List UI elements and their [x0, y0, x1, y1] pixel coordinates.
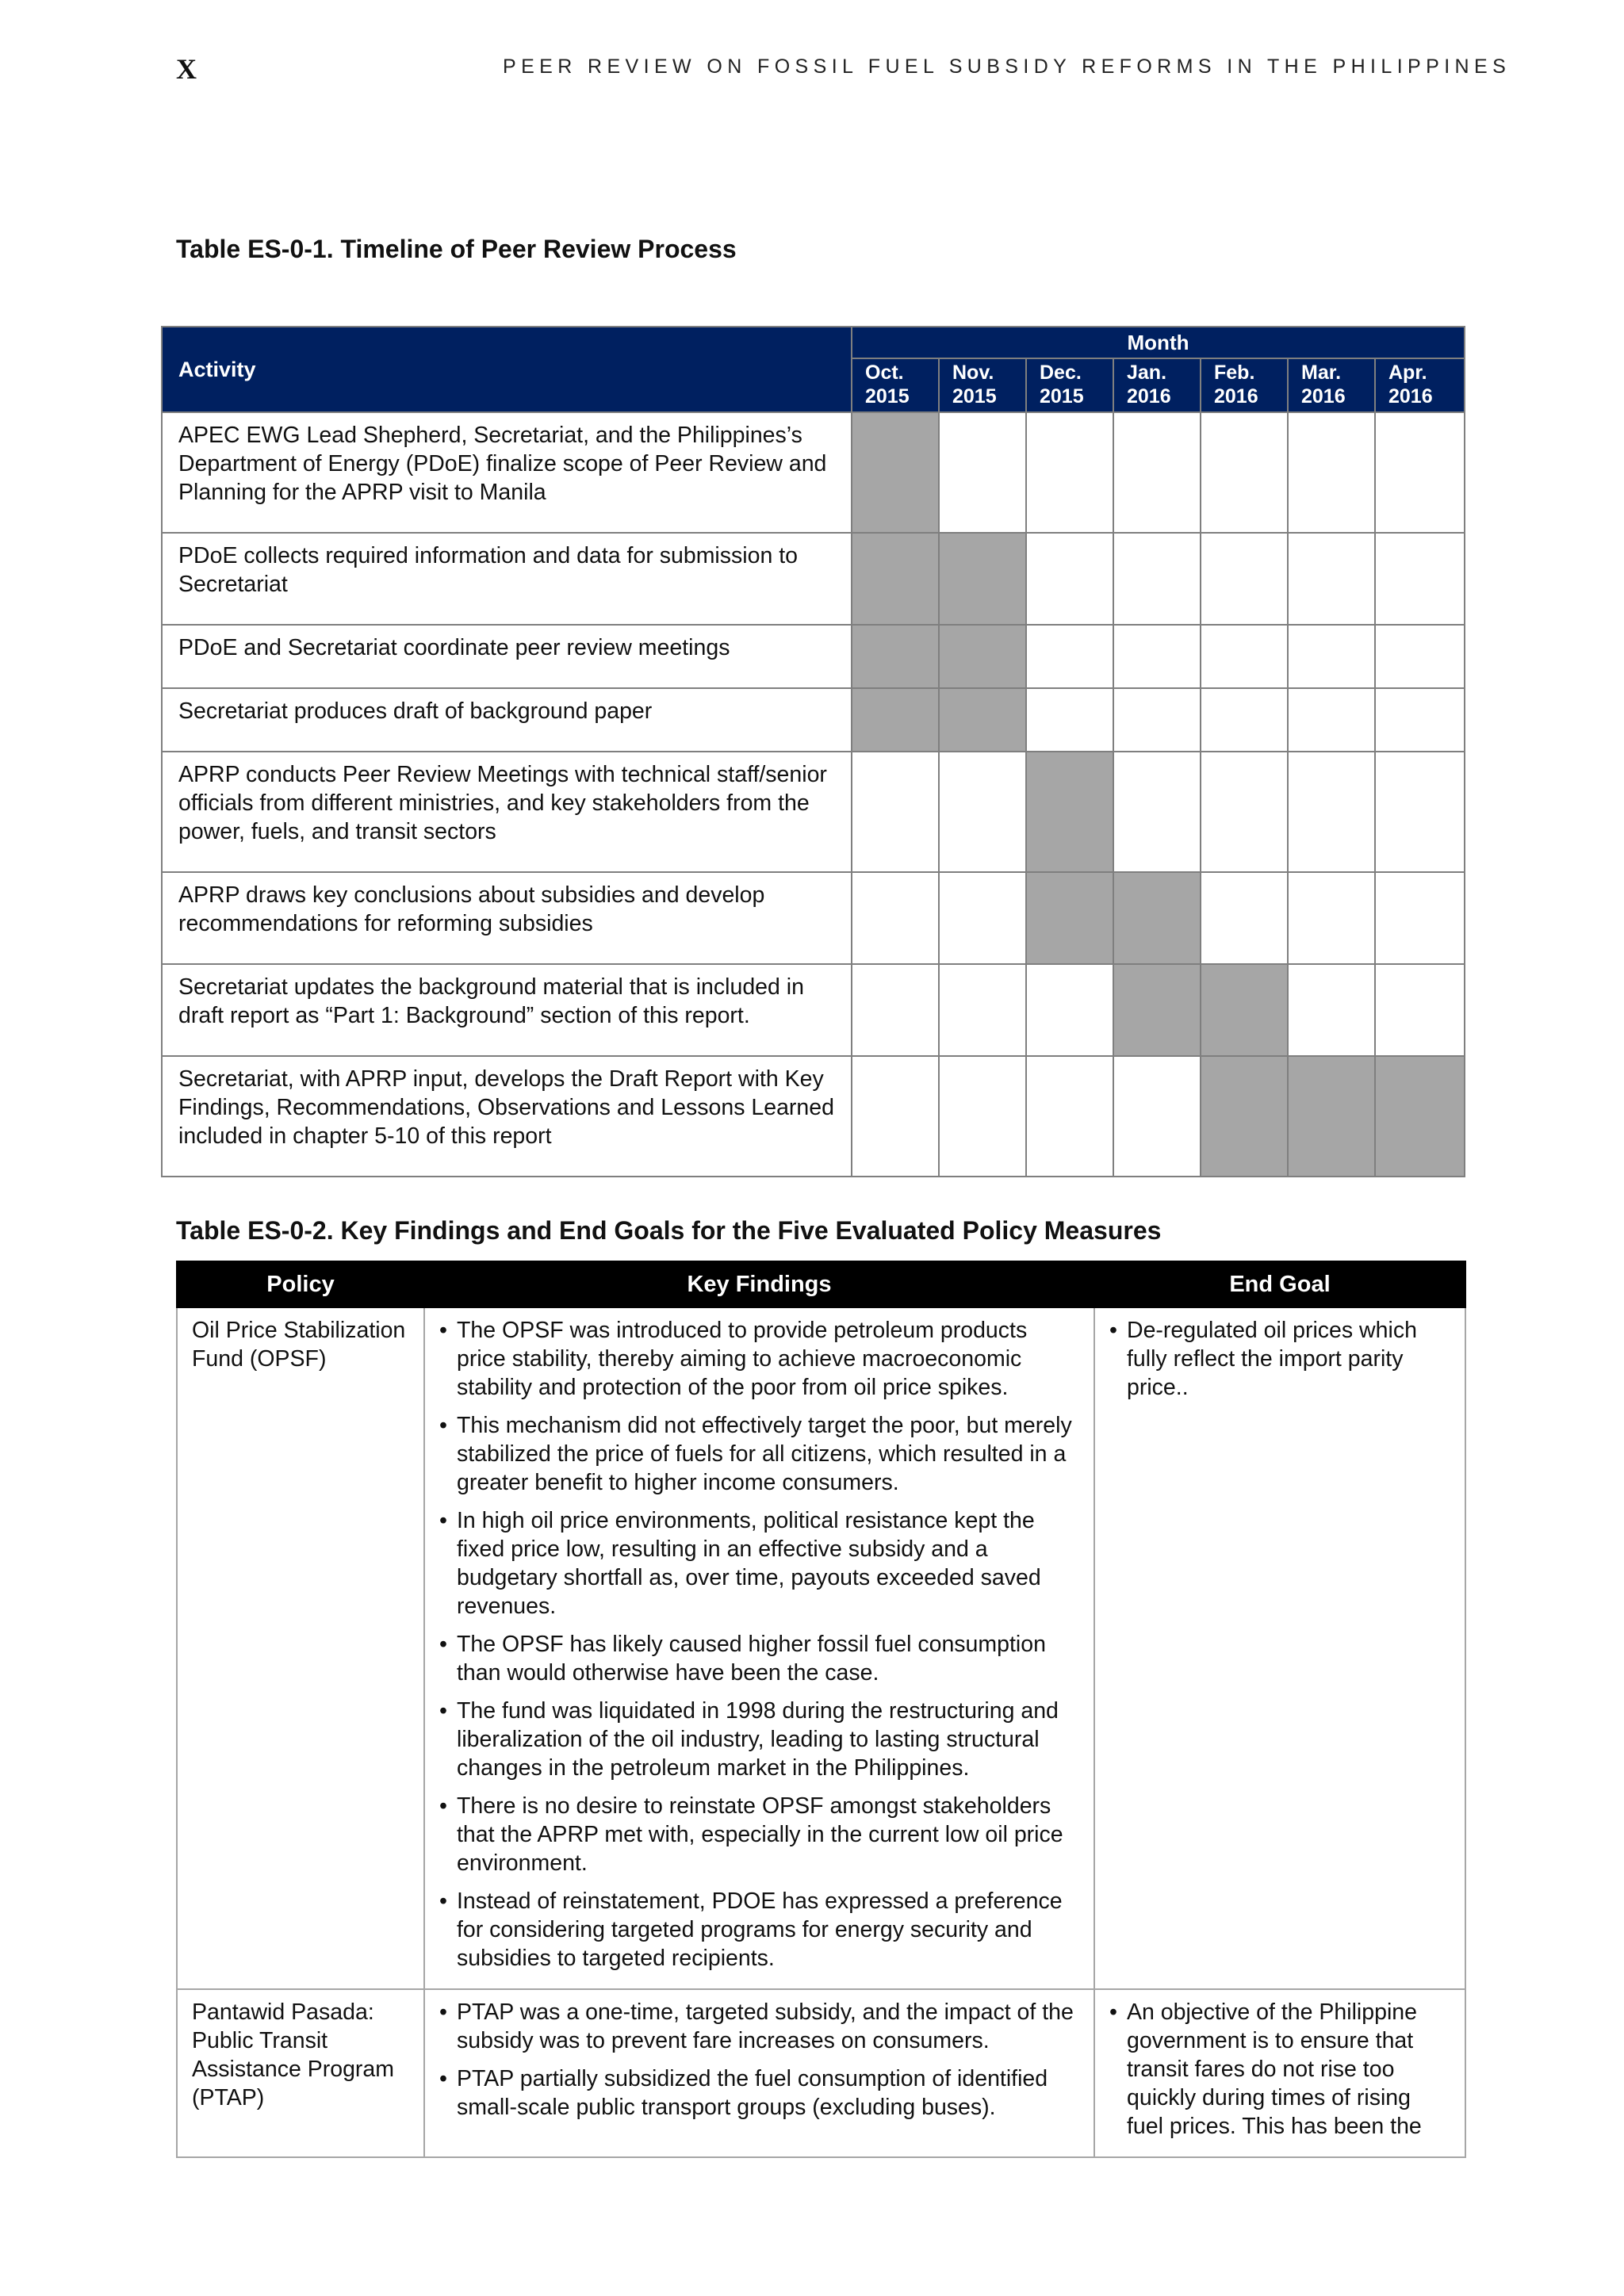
timeline-cell-empty — [1026, 1056, 1113, 1177]
timeline-cell-empty — [1288, 412, 1375, 533]
timeline-row — [162, 688, 1465, 752]
finding-item: • In high oil price environments, political resistance kept the fixed price low, resulting in an effective subsidy and a budgetary shortfall as, over time, payouts exceeded saved revenues. — [439, 1506, 1081, 1621]
timeline-row — [162, 1056, 1465, 1177]
timeline-cell-empty — [1113, 752, 1201, 872]
timeline-cell-empty — [1113, 1056, 1201, 1177]
timeline-cell-active — [852, 533, 939, 625]
timeline-cell-empty — [1113, 533, 1201, 625]
timeline-cell-active — [1375, 1056, 1465, 1177]
activity-cell: Secretariat updates the background material that is included in draft report as “Part 1: Background” section of this report. — [162, 964, 852, 1056]
findings-row — [177, 1989, 1465, 2157]
month-col-header — [1288, 358, 1375, 412]
timeline-cell-empty — [1375, 752, 1465, 872]
activity-header: Activity — [162, 327, 852, 412]
policy-cell: Oil Price Stabilization Fund (OPSF) — [177, 1307, 424, 1989]
timeline-cell-empty — [939, 964, 1026, 1056]
finding-item: • Instead of reinstatement, PDOE has expressed a preference for considering targeted programs for energy security and subsidies to targeted recipients. — [439, 1887, 1081, 1973]
timeline-cell-empty — [852, 752, 939, 872]
end-goal-header: End Goal — [1094, 1261, 1465, 1307]
timeline-cell-empty — [852, 964, 939, 1056]
year-label: 2015 — [1040, 385, 1084, 408]
finding-item: • The OPSF has likely caused higher fossil fuel consumption than would otherwise have been the case. — [439, 1630, 1081, 1687]
timeline-cell-empty — [939, 872, 1026, 964]
month-col-header — [1113, 358, 1201, 412]
timeline-cell-active — [939, 625, 1026, 688]
timeline-cell-active — [852, 625, 939, 688]
timeline-table — [161, 326, 1465, 1177]
key-findings-cell — [424, 1989, 1094, 2157]
finding-item: • PTAP partially subsidized the fuel consumption of identified small-scale public transport groups (excluding buses). — [439, 2064, 1081, 2122]
timeline-cell-empty — [1113, 412, 1201, 533]
findings-row — [177, 1307, 1465, 1989]
timeline-cell-empty — [939, 752, 1026, 872]
timeline-cell-empty — [1201, 752, 1288, 872]
timeline-cell-active — [852, 688, 939, 752]
timeline-cell-active — [1026, 752, 1113, 872]
table-caption-findings: Table ES-0-2. Key Findings and End Goals for the Five Evaluated Policy Measures — [176, 1216, 1162, 1245]
findings-table — [176, 1261, 1466, 2158]
timeline-cell-empty — [1375, 688, 1465, 752]
month-label: Jan. — [1127, 362, 1167, 384]
timeline-cell-empty — [1201, 533, 1288, 625]
timeline-cell-empty — [939, 412, 1026, 533]
timeline-cell-empty — [1201, 688, 1288, 752]
month-col-header — [1375, 358, 1465, 412]
year-label: 2016 — [1214, 385, 1258, 408]
timeline-row — [162, 752, 1465, 872]
timeline-cell-empty — [852, 1056, 939, 1177]
key-findings-cell — [424, 1307, 1094, 1989]
running-head: PEER REVIEW ON FOSSIL FUEL SUBSIDY REFORMS IN THE PHILIPPINES — [503, 55, 1511, 78]
policy-header: Policy — [177, 1261, 424, 1307]
activity-cell: Secretariat, with APRP input, develops the Draft Report with Key Findings, Recommendations, Observations and Lessons Learned included in chapter 5-10 of this report — [162, 1056, 852, 1177]
goal-item: • An objective of the Philippine government is to ensure that transit fares do not rise too quickly during times of rising fuel prices. This has been the — [1109, 1998, 1452, 2141]
timeline-cell-active — [939, 688, 1026, 752]
timeline-row — [162, 964, 1465, 1056]
table-caption-timeline: Table ES-0-1. Timeline of Peer Review Process — [176, 235, 737, 263]
year-label: 2015 — [952, 385, 997, 408]
month-col-header — [852, 358, 939, 412]
end-goal-cell — [1094, 1989, 1465, 2157]
policy-cell: Pantawid Pasada: Public Transit Assistance Program (PTAP) — [177, 1989, 424, 2157]
month-label: Mar. — [1301, 362, 1342, 384]
timeline-cell-empty — [1288, 533, 1375, 625]
timeline-cell-empty — [1201, 625, 1288, 688]
timeline-row — [162, 625, 1465, 688]
timeline-cell-empty — [1375, 412, 1465, 533]
timeline-cell-empty — [852, 872, 939, 964]
goal-item: • De-regulated oil prices which fully reflect the import parity price.. — [1109, 1316, 1452, 1402]
timeline-cell-empty — [1113, 688, 1201, 752]
timeline-cell-active — [939, 533, 1026, 625]
month-label: Feb. — [1214, 362, 1255, 384]
timeline-row — [162, 533, 1465, 625]
timeline-cell-empty — [1375, 533, 1465, 625]
finding-item: • There is no desire to reinstate OPSF amongst stakeholders that the APRP met with, especially in the current low oil price environment. — [439, 1792, 1081, 1877]
timeline-cell-empty — [1288, 872, 1375, 964]
year-label: 2015 — [865, 385, 910, 408]
timeline-cell-empty — [1026, 688, 1113, 752]
timeline-cell-empty — [1026, 412, 1113, 533]
timeline-cell-empty — [939, 1056, 1026, 1177]
timeline-row — [162, 872, 1465, 964]
month-label: Apr. — [1388, 362, 1427, 384]
activity-cell: APEC EWG Lead Shepherd, Secretariat, and the Philippines’s Department of Energy (PDoE) finalize scope of Peer Review and Planning for the APRP visit to Manila — [162, 412, 852, 533]
finding-item: • The OPSF was introduced to provide petroleum products price stability, thereby aiming to achieve macroeconomic stability and protection of the poor from oil price spikes. — [439, 1316, 1081, 1402]
timeline-cell-active — [1026, 872, 1113, 964]
timeline-cell-empty — [1288, 964, 1375, 1056]
month-col-header — [939, 358, 1026, 412]
month-col-header — [1026, 358, 1113, 412]
finding-item: • This mechanism did not effectively target the poor, but merely stabilized the price of fuels for all citizens, which resulted in a greater benefit to higher income consumers. — [439, 1411, 1081, 1497]
activity-cell: PDoE and Secretariat coordinate peer review meetings — [162, 625, 852, 688]
timeline-cell-active — [1113, 872, 1201, 964]
timeline-cell-empty — [1288, 752, 1375, 872]
year-label: 2016 — [1127, 385, 1171, 408]
timeline-cell-empty — [1201, 412, 1288, 533]
timeline-cell-empty — [1026, 533, 1113, 625]
timeline-cell-empty — [1375, 625, 1465, 688]
timeline-cell-empty — [1026, 964, 1113, 1056]
activity-cell: APRP draws key conclusions about subsidies and develop recommendations for reforming subsidies — [162, 872, 852, 964]
year-label: 2016 — [1388, 385, 1433, 408]
month-label: Dec. — [1040, 362, 1082, 384]
finding-item: • PTAP was a one-time, targeted subsidy, and the impact of the subsidy was to prevent fare increases on consumers. — [439, 1998, 1081, 2055]
timeline-cell-active — [1201, 964, 1288, 1056]
page-number: X — [176, 53, 197, 85]
timeline-cell-empty — [1288, 688, 1375, 752]
timeline-cell-empty — [1201, 872, 1288, 964]
month-label: Nov. — [952, 362, 994, 384]
timeline-cell-empty — [1026, 625, 1113, 688]
activity-cell: APRP conducts Peer Review Meetings with technical staff/senior officials from different ministries, and key stakeholders from the power, fuels, and transit sectors — [162, 752, 852, 872]
month-col-header — [1201, 358, 1288, 412]
timeline-cell-empty — [1113, 625, 1201, 688]
activity-cell: PDoE collects required information and data for submission to Secretariat — [162, 533, 852, 625]
month-header: Month — [852, 327, 1465, 358]
timeline-cell-empty — [1375, 872, 1465, 964]
key-findings-header: Key Findings — [424, 1261, 1094, 1307]
timeline-cell-empty — [1375, 964, 1465, 1056]
timeline-cell-empty — [1288, 625, 1375, 688]
finding-item: • The fund was liquidated in 1998 during the restructuring and liberalization of the oil industry, leading to lasting structural changes in the petroleum market in the Philippines. — [439, 1697, 1081, 1782]
timeline-cell-active — [1288, 1056, 1375, 1177]
timeline-cell-active — [852, 412, 939, 533]
year-label: 2016 — [1301, 385, 1346, 408]
timeline-row — [162, 412, 1465, 533]
timeline-cell-active — [1201, 1056, 1288, 1177]
timeline-cell-active — [1113, 964, 1201, 1056]
month-label: Oct. — [865, 362, 904, 384]
end-goal-cell — [1094, 1307, 1465, 1989]
activity-cell: Secretariat produces draft of background paper — [162, 688, 852, 752]
